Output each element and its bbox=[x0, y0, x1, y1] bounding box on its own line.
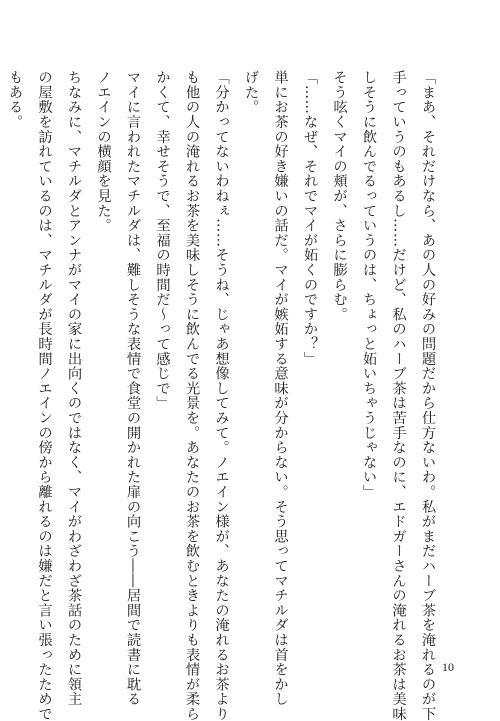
text-line: かくて、幸せそうで、至福の時間だ〜って感じで」 bbox=[154, 70, 171, 411]
text-line: 「……なぜ、それでマイが妬くのですか？」 bbox=[302, 70, 318, 366]
text-line: マイに言われたマチルダは、難しそうな表情で食堂の開かれた扉の向こう――居間で読書に耽る bbox=[125, 70, 141, 707]
text-line: げた。 bbox=[243, 70, 259, 115]
text-line: の屋敷を訪れているのは、マチルダが長時間ノエインの傍から離れるのは嫌だと言い張ったためで bbox=[36, 70, 53, 721]
text-line: もある。 bbox=[7, 70, 23, 130]
text-line: も他の人の淹れるお茶を美味しそうに飲んでる光景を。あなたのお茶を飲むときよりも表情が柔ら bbox=[184, 70, 200, 721]
text-line: しそうに飲んでるっていうのは、ちょっと妬いちゃうじゃない」 bbox=[361, 70, 377, 500]
text-line: 「分かってないわねぇ……そうね、じゃあ想像してみて。ノエイン様が、あなたの淹れるお茶より bbox=[213, 70, 230, 721]
text-line: 手っていうのもあるし……だけど、私のハーブ茶は苦手なのに、エドガーさんの淹れるお茶は美味 bbox=[390, 70, 407, 721]
text-line: 単にお茶の好き嫌いの話だ。マイが嫉妬する意味が分からない。そう思ってマチルダは首をかし bbox=[272, 70, 289, 707]
text-line: 「まあ、それだけなら、あの人の好みの問題だから仕方ないわ。私がまだハーブ茶を淹れるのが下 bbox=[420, 70, 436, 721]
text-line: ちなみに、マチルダとアンナがマイの家に出向くのではなく、マイがわざわざ茶話のために領主 bbox=[66, 70, 82, 707]
text-line: ノエインの横顔を見た。 bbox=[95, 70, 112, 233]
vertical-text-block bbox=[7, 70, 442, 721]
page-number: 10 bbox=[442, 660, 454, 674]
text-line: そう呟くマイの頬が、さらに膨らむ。 bbox=[331, 70, 348, 322]
